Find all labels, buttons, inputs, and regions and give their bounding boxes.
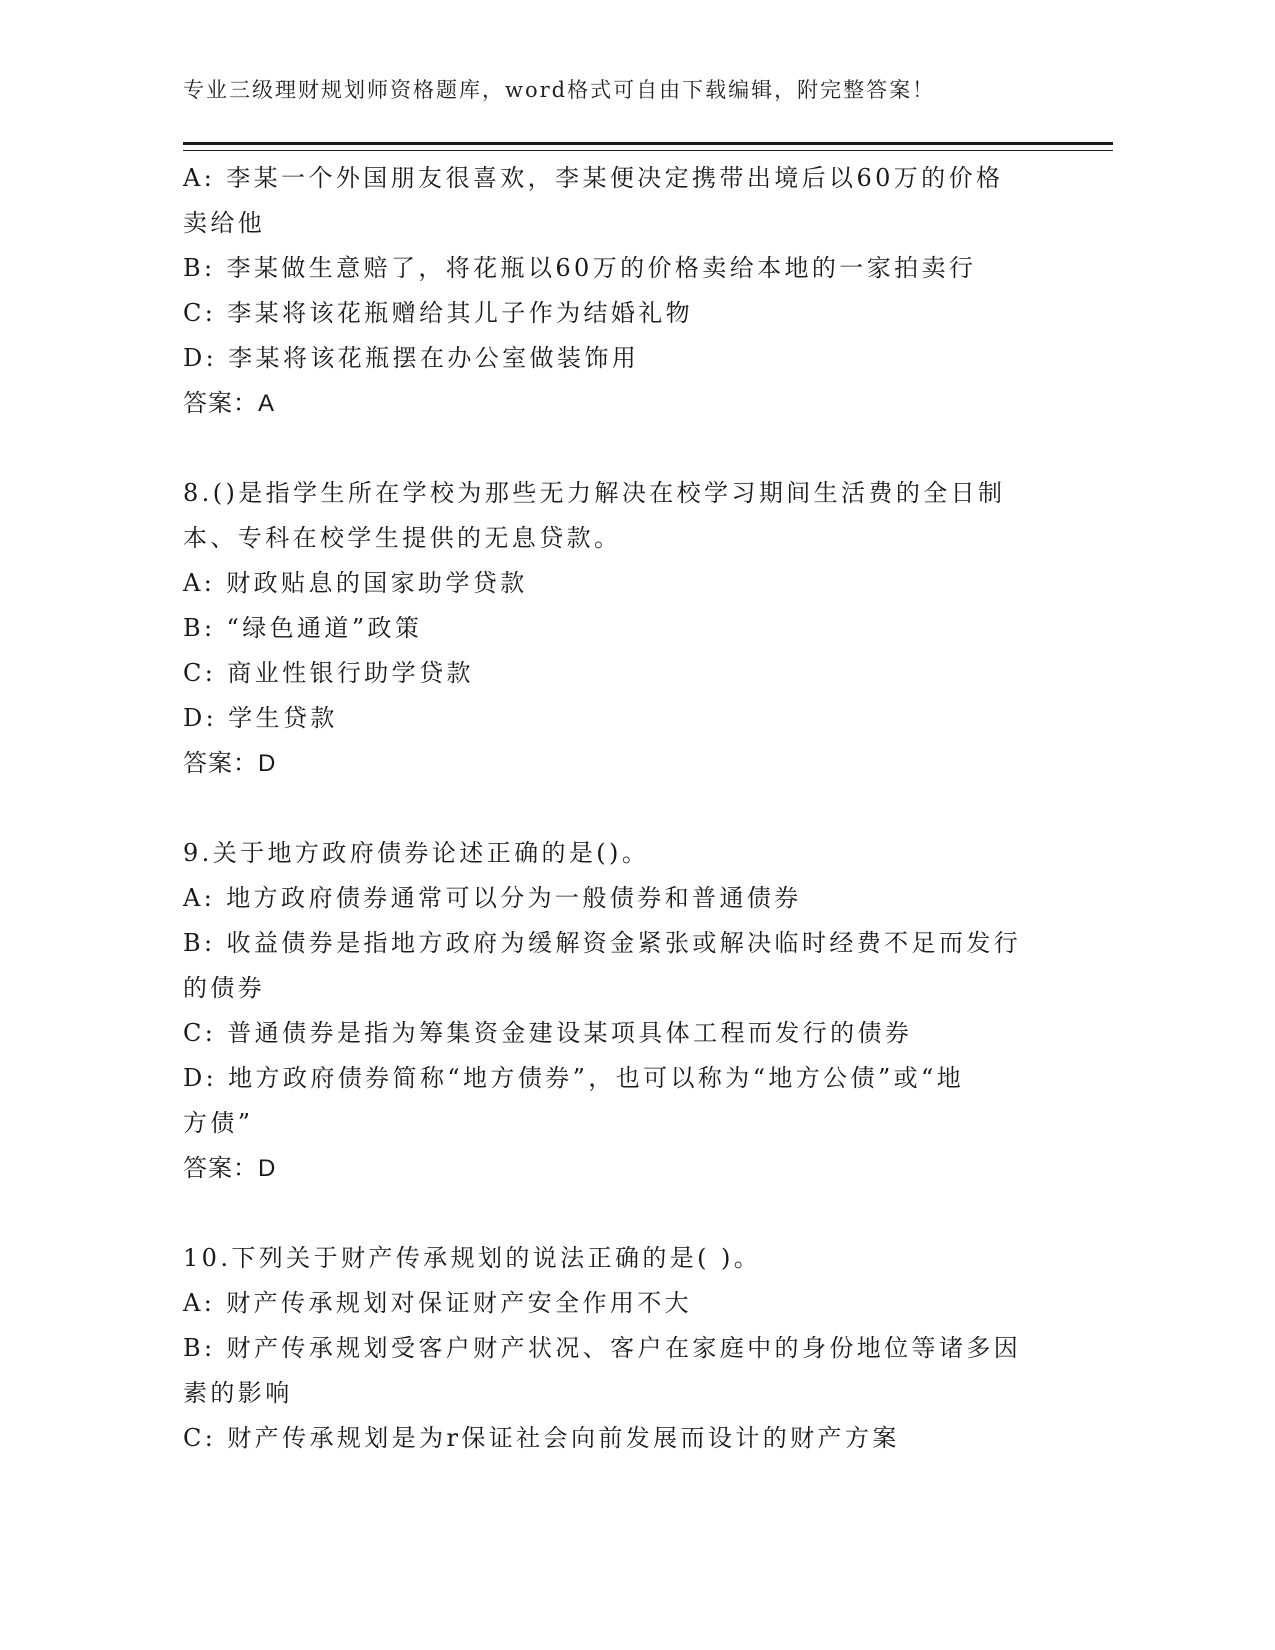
- spacer: [183, 426, 1063, 471]
- q9-option-b-line2: 的债券: [183, 974, 266, 1002]
- q8-stem-line2: 本、专科在校学生提供的无息贷款。: [183, 524, 622, 552]
- header-rule-thick: [183, 142, 1113, 145]
- q8-answer: 答案：D: [183, 750, 277, 777]
- question-7: [183, 156, 1063, 426]
- q10-option-b-line2: 素的影响: [183, 1379, 293, 1407]
- q7-option-b: B: 李某做生意赔了，将花瓶以60万的价格卖给本地的一家拍卖行: [183, 254, 977, 282]
- q8-option-a: A: 财政贴息的国家助学贷款: [183, 569, 528, 597]
- q7-answer: 答案：A: [183, 390, 276, 417]
- q9-answer: 答案：D: [183, 1155, 277, 1182]
- question-8: [183, 471, 1063, 786]
- question-10: [183, 1236, 1063, 1461]
- q9-stem: 9.关于地方政府债券论述正确的是()。: [183, 839, 650, 867]
- header-rule-thin: [183, 150, 1113, 151]
- q10-option-b-line1: B: 财产传承规划受客户财产状况、客户在家庭中的身份地位等诸多因: [183, 1334, 1022, 1362]
- question-9: [183, 831, 1063, 1191]
- q9-option-d-line2: 方债”: [183, 1109, 254, 1137]
- q9-option-a: A: 地方政府债券通常可以分为一般债券和普通债券: [183, 884, 802, 912]
- q8-stem-line1: 8.()是指学生所在学校为那些无力解决在校学习期间生活费的全日制: [183, 479, 1006, 507]
- page-header: 专业三级理财规划师资格题库，word格式可自由下载编辑，附完整答案！: [183, 78, 936, 102]
- q7-option-a-line2: 卖给他: [183, 209, 266, 237]
- q7-option-d: D: 李某将该花瓶摆在办公室做装饰用: [183, 344, 640, 372]
- q10-option-a: A: 财产传承规划对保证财产安全作用不大: [183, 1289, 693, 1317]
- q8-option-c: C: 商业性银行助学贷款: [183, 659, 474, 687]
- q7-option-c: C: 李某将该花瓶赠给其儿子作为结婚礼物: [183, 299, 694, 327]
- q9-option-c: C: 普通债券是指为筹集资金建设某项具体工程而发行的债券: [183, 1019, 913, 1047]
- q9-option-b-line1: B: 收益债券是指地方政府为缓解资金紧张或解决临时经费不足而发行: [183, 929, 1022, 957]
- spacer: [183, 1191, 1063, 1236]
- q8-option-d: D: 学生贷款: [183, 704, 338, 732]
- q7-option-a-line1: A: 李某一个外国朋友很喜欢，李某便决定携带出境后以60万的价格: [183, 164, 1004, 192]
- q8-option-b: B: “绿色通道”政策: [183, 614, 423, 642]
- q9-option-d-line1: D: 地方政府债券简称“地方债券”，也可以称为“地方公债”或“地: [183, 1064, 965, 1092]
- question-list: [183, 156, 1063, 1461]
- q10-option-c: C: 财产传承规划是为r保证社会向前发展而设计的财产方案: [183, 1424, 900, 1452]
- spacer: [183, 786, 1063, 831]
- q10-stem: 10.下列关于财产传承规划的说法正确的是( )。: [183, 1244, 762, 1272]
